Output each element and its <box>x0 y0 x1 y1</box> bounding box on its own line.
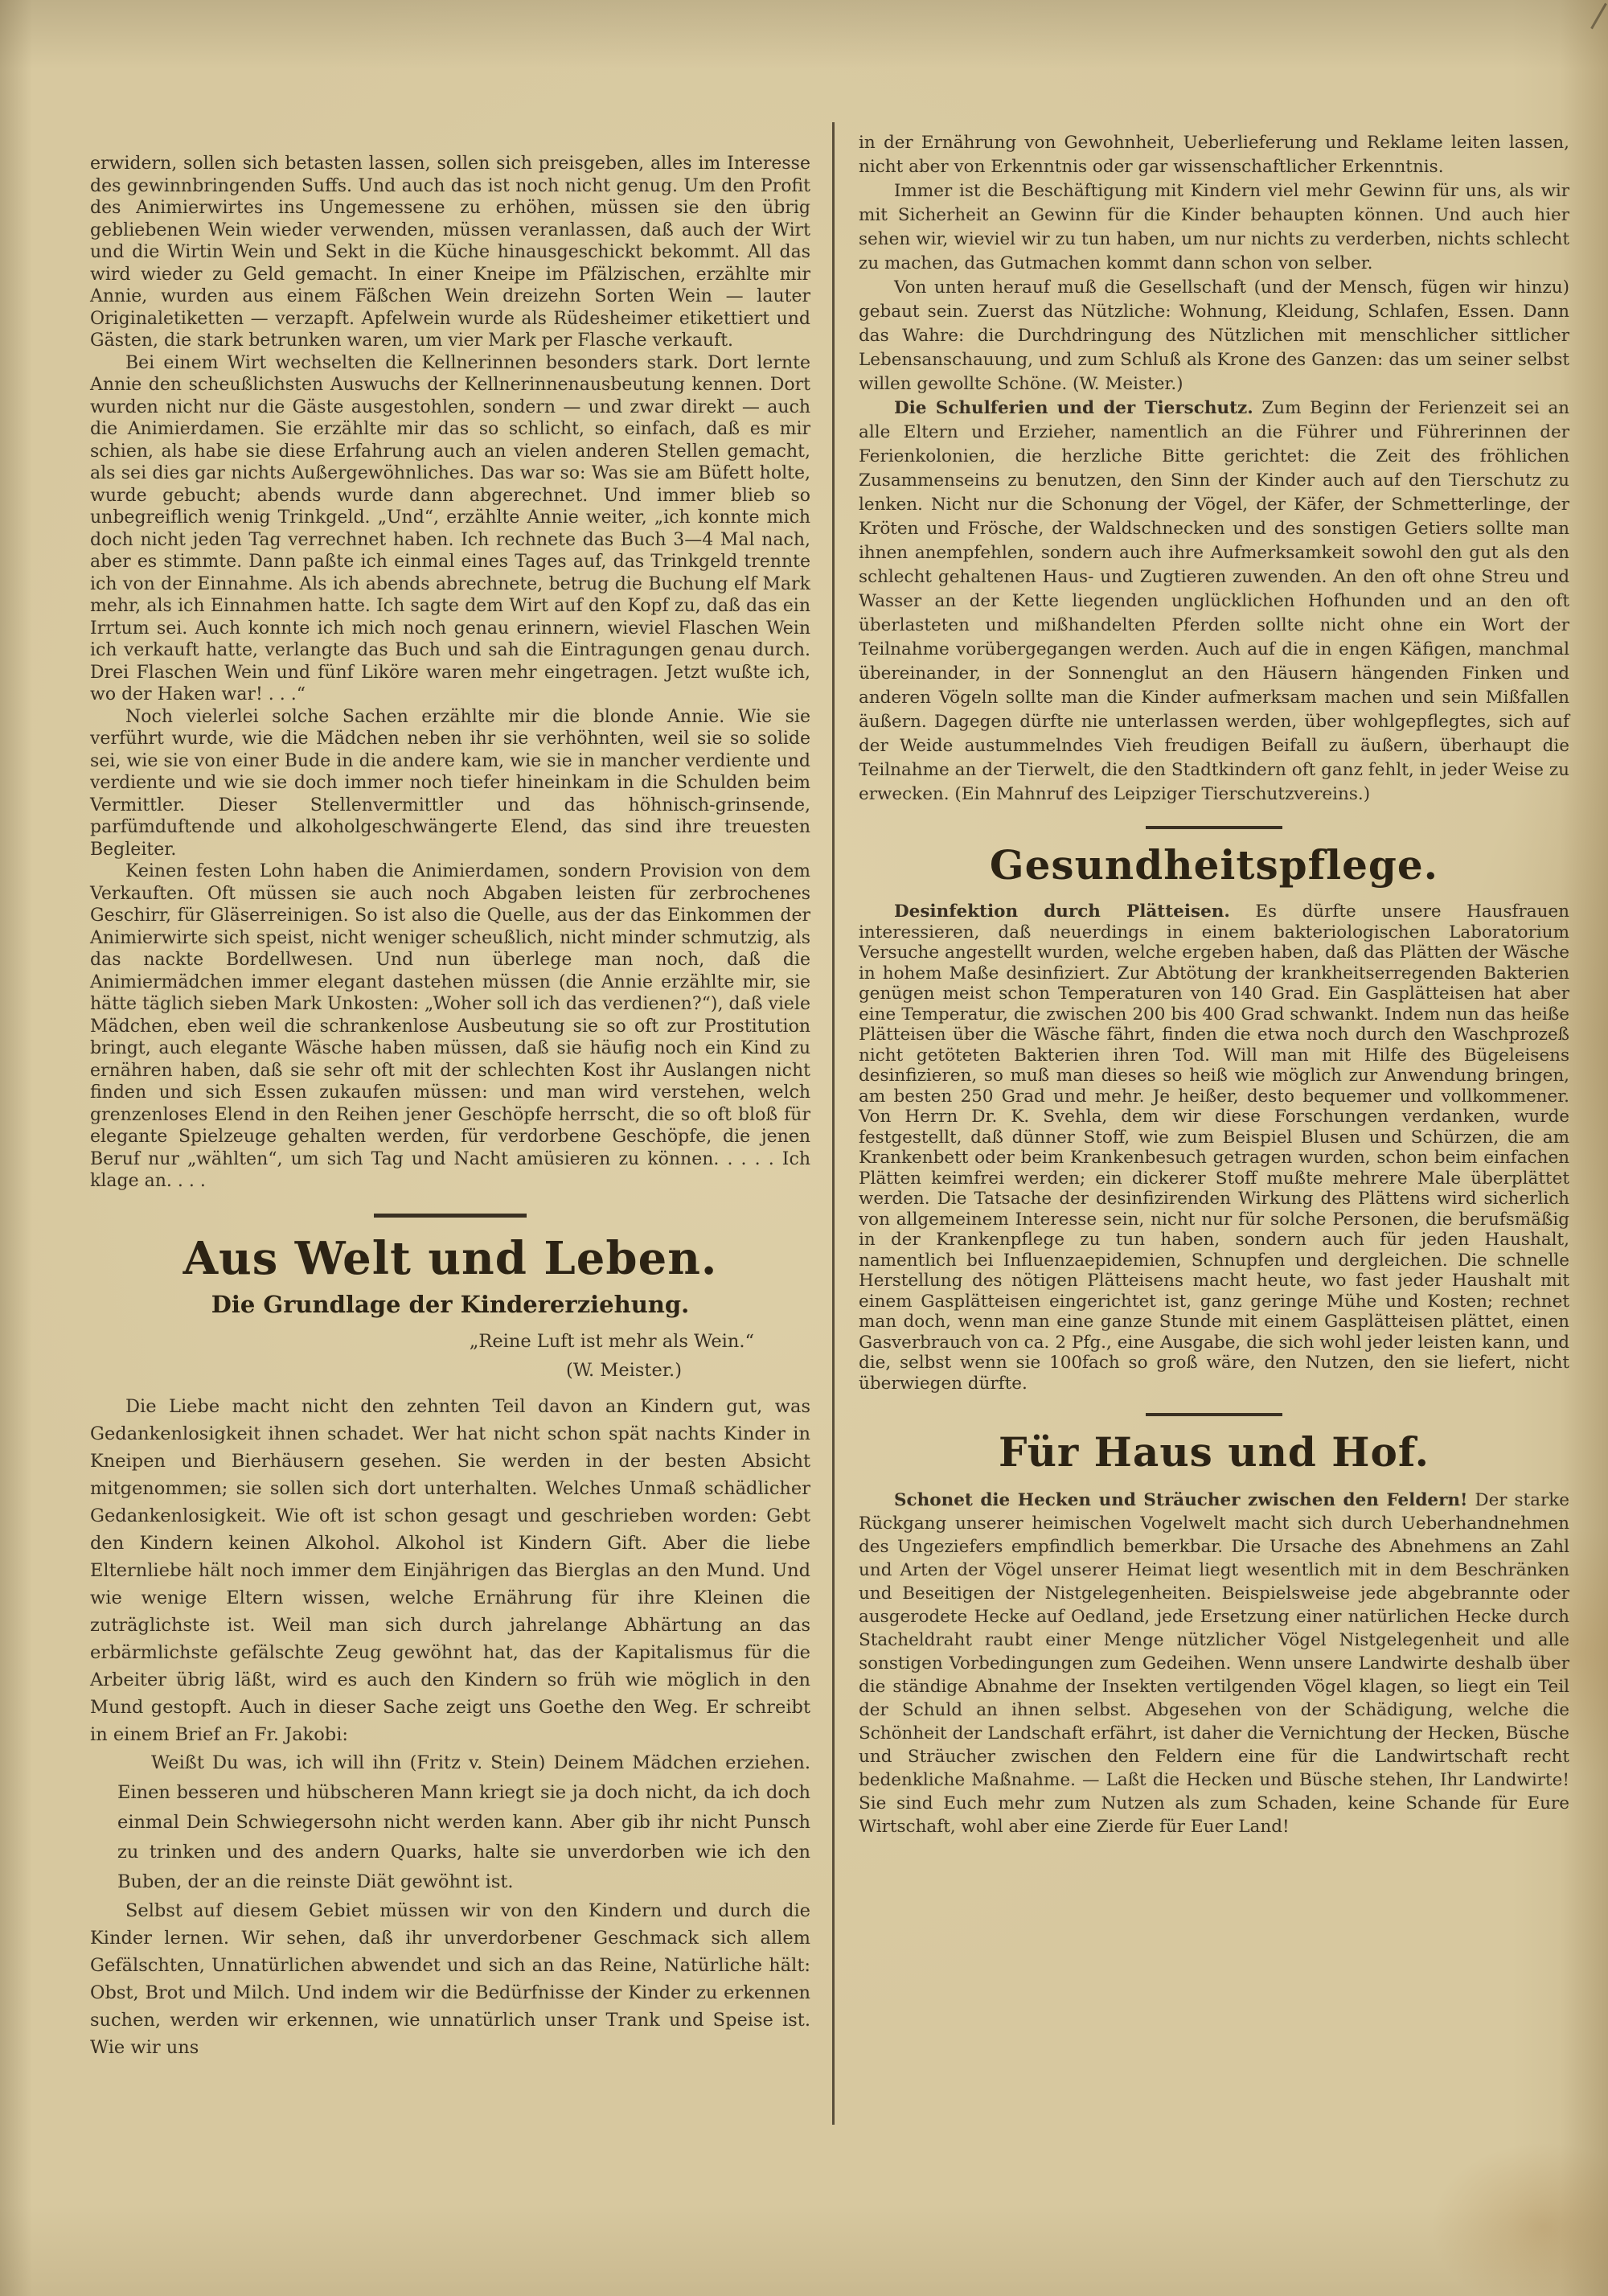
paragraph: Keinen festen Lohn haben die Animierdamen, sondern Provision von dem Verkauften. Oft müssen sie auch noch Abgaben leisten für zerbrochenes Geschirr, für Gläserreinigen. So ist also die Quelle, aus der das Einkommen der Animierwirte sich speist, nicht weniger scheußlich, nicht minder schmutzig, als das nackte Bordellwesen. Und nun überlege man noch, daß die Animiermädchen immer elegant dastehen müssen (die Annie erzählte mir, sie hätte täglich sieben Mark Unkosten: „Woher soll ich das verdienen?“), daß viele Mädchen, eben weil die schrankenlose Ausbeutung sie so oft zur Prostitution bringt, auch elegante Wäsche haben müssen, daß sie häufig noch ein Kind zu ernähren haben, daß sie sehr oft mit der schlechten Kost ihr Auslangen nicht finden und sich Essen zukaufen müssen: und man wird verstehen, welch grenzenloses Elend in den Reihen jener Geschöpfe herrscht, die so oft bloß für elegante Spielzeuge gehalten werden, für verdorbene Geschöpfe, die jenen Beruf nur „wählten“, um sich Tag und Nacht amüsieren zu können. . . . . Ich klage an. . . . <box>90 861 810 1191</box>
section-divider <box>374 1214 527 1218</box>
paragraph-lead: Schonet die Hecken und Sträucher zwischen den Feldern! <box>894 1490 1468 1510</box>
paragraph: Bei einem Wirt wechselten die Kellnerinnen besonders stark. Dort lernte Annie den scheußlichsten Auswuchs der Kellnerinnenausbeutung kennen. Dort wurden nicht nur die Gäste ausgestohlen, sondern — und zwar direkt — auch die Animierdamen. Sie erzählte mir das so schlicht, so einfach, daß es mir schien, als habe sie diese Erfahrung auch an vielen anderen Stellen gemacht, als sei dies gar nichts Außergewöhnliches. Das war so: Was sie am Büfett holte, wurde gebucht; abends wurde dann abgerechnet. Und immer blieb so unbegreiflich wenig Trinkgeld. „Und“, erzählte Annie weiter, „ich konnte mich doch nicht jeden Tag verrechnet haben. Ich rechnete das Buch 3—4 Mal nach, aber es stimmte. Dann paßte ich einmal eines Tages auf, das Trinkgeld trennte ich von der Einnahme. Als ich abends abrechnete, betrug die Buchung elf Mark mehr, als ich Einnahmen hatte. Ich sagte dem Wirt auf den Kopf zu, daß das ein Irrtum sei. Auch konnte ich mich noch genau erinnern, wieviel Flaschen Wein ich verkauft hatte, verlangte das Buch und sah die Eintragungen genau durch. Drei Flaschen Wein und fünf Liköre waren mehr eingetragen. Jetzt wußte ich, wo der Haken war! . . .“ <box>90 352 810 704</box>
section-title-aus-welt-und-leben: Aus Welt und Leben. <box>183 1231 718 1285</box>
column-divider-rule <box>832 122 835 2125</box>
paragraph: erwidern, sollen sich betasten lassen, sollen sich preisgeben, alles im Interesse des gewinnbringenden Suffs. Und auch das ist noch nicht genug. Um den Profit des Animierwirtes ins Ungemessene zu erhöhen, müssen sie den übrig gebliebenen Wein wieder verwenden, müssen veranlassen, daß auch der Wirt und die Wirtin Wein und Sekt in die Küche hinausgeschickt bekommt. All das wird wieder zu Geld gemacht. In einer Kneipe im Pfälzischen, erzählte mir Annie, wurden aus einem Fäßchen Wein dreizehn Sorten Wein — lauter Originaletiketten — verzapft. Apfelwein wurde als Rüdesheimer etikettiert und Gästen, die stark betrunken waren, um vier Mark per Flasche verkauft. <box>90 154 810 351</box>
section-title-gesundheitspflege: Gesundheitspflege. <box>989 841 1439 889</box>
paragraph <box>859 1489 1569 1838</box>
paragraph-text: Der starke Rückgang unserer heimischen Vogelwelt macht sich durch Ueberhandnehmen des Ungeziefers empfindlich bemerkbar. Die Ursache des Abnehmens an Zahl und Arten der Vögel unserer Heimat liegt wesentlich mit in dem Beschränken und Beseitigen der Nistgelegenheiten. Beispielsweise jede abgebrannte oder ausgerodete Hecke auf Oedland, jede Ersetzung einer natürlichen Hecke durch Stacheldraht raubt einer Menge nützlicher Vögel Nistgelegenheit und alle sonstigen Vorbedingungen zum Gedeihen. Wenn unsere Landwirte deshalb über die ständige Abnahme der Insekten vertilgenden Vögel klagen, so liegt ein Teil der Schuld an ihnen selbst. Abgesehen von der Schädigung, welche die Schönheit der Landschaft erfährt, ist daher die Vernichtung der Hecken, Büsche und Sträucher zwischen den Feldern eine für die Landwirtschaft recht bedenkliche Maßnahme. — Laßt die Hecken und Büsche stehen, Ihr Landwirte! Sie sind Euch mehr zum Nutzen als zum Schaden, keine Schande für Eure Wirtschaft, wohl aber eine Zierde für Euer Land! <box>859 1490 1569 1837</box>
section-divider <box>1146 826 1282 829</box>
left-column <box>90 153 810 2061</box>
right-column <box>859 131 1569 1838</box>
paragraph: Selbst auf diesem Gebiet müssen wir von den Kindern und durch die Kinder lernen. Wir sehen, daß ihr unverdorbener Geschmack sich allem Gefälschten, Unnatürlichen abwendet und sich an das Reine, Natürliche hält: Obst, Brot und Milch. Und indem wir die Bedürfnisse der Kinder zu erkennen suchen, werden wir erkennen, wie unnatürlich unser Trank und Speise ist. Wie wir uns <box>90 1900 810 2058</box>
paragraph-text: Es dürfte unsere Hausfrauen interessieren, daß neuerdings in einem bakteriologischen Laboratorium Versuche angestellt wurden, welche ergeben haben, daß das Plätten der Wäsche in hohem Maße desinfiziert. Zur Abtötung der krankheitserregenden Bakterien genügen meist schon Temperaturen von 140 Grad. Ein Gasplätteisen hat aber eine Temperatur, die zwischen 200 bis 400 Grad schwankt. Indem nun das heiße Plätteisen über die Wäsche fährt, finden die etwa noch durch den Waschprozeß nicht getöteten Bakterien ihren Tod. Will man mit Hilfe des Bügeleisens desinfizieren, so muß man dieses so heiß wie möglich zur Anwendung bringen, am besten 250 Grad und mehr. Je heißer, desto bequemer und vollkommener. Von Herrn Dr. K. Svehla, dem wir diese Forschungen verdanken, wurde festgestellt, daß dünner Stoff, wie zum Beispiel Blusen und Schürzen, die am Krankenbett oder beim Krankenbesuch getragen wurden, schon beim einfachen Plätten keimfrei werden; ein dickerer Stoff mußte mehrere Male überplättet werden. Die Tatsache der desinfizirenden Wirkung des Plättens wird sicherlich von allgemeinem Interesse sein, nicht nur für solche Personen, die berufsmäßig in der Krankenpflege zu tun haben, sondern auch für jeden Haushalt, namentlich bei Influenzaepidemien, Schnupfen und dergleichen. Die schnelle Herstellung des nötigen Plätteisens macht heute, wo fast jeder Haushalt mit einem Gasplätteisen eingerichtet ist, ganz geringe Mühe und Kosten; rechnet man doch, wenn man eine ganze Stunde mit einem Gasplätteisen plättet, einen Gasverbrauch von ca. 2 Pfg., eine Ausgabe, die sich wohl jeder leisten kann, und die, selbst wenn sie 100fach so groß wäre, den Nutzen, den sie liefert, nicht überwiegen dürfte. <box>859 902 1569 1394</box>
paragraph: in der Ernährung von Gewohnheit, Ueberlieferung und Reklame leiten lassen, nicht aber von Erkenntnis oder gar wissenschaftlicher Erkenntnis. <box>859 133 1569 177</box>
paragraph-lead: Die Schulferien und der Tierschutz. <box>894 398 1253 418</box>
paragraph: Von unten herauf muß die Gesellschaft (und der Mensch, fügen wir hinzu) gebaut sein. Zuerst das Nützliche: Wohnung, Kleidung, Schlafen, Essen. Dann das Wahre: die Durchdringung des Nützlichen mit menschlicher sittlicher Lebensanschauung, und zum Schluß als Krone des Ganzen: das um seiner selbst willen gewollte Schöne. (W. Meister.) <box>859 277 1569 394</box>
motto-quote: „Reine Luft ist mehr als Wein.“ <box>469 1330 754 1352</box>
goethe-letter-quote: Weißt Du was, ich will ihn (Fritz v. Stein) Deinem Mädchen erziehen. Einen besseren und hübscheren Mann kriegt sie ja doch nicht, da ich doch einmal Dein Schwiegersohn nicht werden kann. Aber gib ihr nicht Punsch zu trinken und des andern Quarks, halte sie unverdorben wie ich den Buben, der an die reinste Diät gewöhnt ist. <box>117 1752 810 1892</box>
motto-attribution: (W. Meister.) <box>566 1359 682 1381</box>
paragraph <box>859 902 1569 1394</box>
article-title-kindererziehung: Die Grundlage der Kindererziehung. <box>211 1290 690 1318</box>
paragraph: Die Liebe macht nicht den zehnten Teil davon an Kindern gut, was Gedankenlosigkeit ihnen schadet. Wer hat nicht schon spät nachts Kinder in Kneipen und Bierhäusern gesehen. Sie werden in der besten Absicht mitgenommen; sie sollen sich dort unterhalten. Welches Unmaß schädlicher Gedankenlosigkeit. Wie oft ist schon gesagt und geschrieben worden: Gebt den Kindern keinen Alkohol. Alkohol ist Kindern Gift. Aber die liebe Elternliebe hält noch immer dem Einjährigen das Bierglas an den Mund. Und wie wenige Eltern wissen, welche Ernährung für ihre Kleinen die zuträglichste ist. Weil man sich durch jahrelange Abhärtung an das erbärmlichste gefälschte Zeug gewöhnt hat, das der Kapitalismus für die Arbeiter übrig läßt, wird es auch den Kindern so früh wie möglich in den Mund gestopft. Auch in dieser Sache zeigt uns Goethe den Weg. Er schreibt in einem Brief an Fr. Jakobi: <box>90 1395 810 1745</box>
corner-pen-mark <box>1590 3 1607 30</box>
paragraph <box>859 396 1569 807</box>
paragraph: Noch vielerlei solche Sachen erzählte mir die blonde Annie. Wie sie verführt wurde, wie die Mädchen neben ihr sie verhöhnten, weil sie so solide sei, wie sie von einer Bude in die andere kam, wie sie in mancher verdiente und verdiente und wie sie doch immer noch tiefer hineinkam in die Schulden beim Vermittler. Dieser Stellenvermittler und das höhnisch-grinsende, parfümduftende und alkoholgeschwängerte Elend, das sind ihre treuesten Begleiter. <box>90 706 810 860</box>
paragraph: Immer ist die Beschäftigung mit Kindern viel mehr Gewinn für uns, als wir mit Sicherheit an Gewinn für die Kinder behaupten können. Und auch hier sehen wir, wieviel wir zu tun haben, um nur nichts zu verderben, nichts schlecht zu machen, das Gutmachen kommt dann schon von selber. <box>859 181 1569 273</box>
paragraph-text: Zum Beginn der Ferienzeit sei an alle Eltern und Erzieher, namentlich an die Führer und Führerinnen der Ferienkolonien, die herzliche Bitte gerichtet: die Zeit des fröhlichen Zusammenseins zu benutzen, den Sinn der Kinder auch auf den Tierschutz zu lenken. Nicht nur die Schonung der Vögel, der Käfer, der Schmetterlinge, der Kröten und Frösche, der Waldschnecken und des sonstigen Getiers sollte man ihnen anempfehlen, sondern auch ihre Aufmerksamkeit sowohl den gut als den schlecht gehaltenen Haus- und Zugtieren zuwenden. An den oft ohne Streu und Wasser an der Kette liegenden unglücklichen Hofhunden und an den oft überlasteten und mißhandelten Pferden sollte nicht ohne ein Wort der Teilnahme vorübergegangen werden. Auch auf die in engen Käfigen, manchmal übereinander, in der Sonnenglut an den Häusern hängenden Finken und anderen Vögeln sollte man die Kinder aufmerksam machen und sein Mißfallen äußern. Dagegen dürfte nie unterlassen werden, über wohlgepflegtes, sich auf der Weide austummelndes Vieh freudigen Beifall zu äußern, überhaupt die Teilnahme an der Tierwelt, die den Stadtkindern oft ganz fehlt, in jeder Weise zu erwecken. (Ein Mahnruf des Leipziger Tierschutzvereins.) <box>859 398 1569 804</box>
paragraph-lead: Desinfektion durch Plätteisen. <box>894 902 1230 922</box>
section-title-fuer-haus-und-hof: Für Haus und Hof. <box>998 1428 1430 1476</box>
section-divider <box>1146 1413 1282 1416</box>
